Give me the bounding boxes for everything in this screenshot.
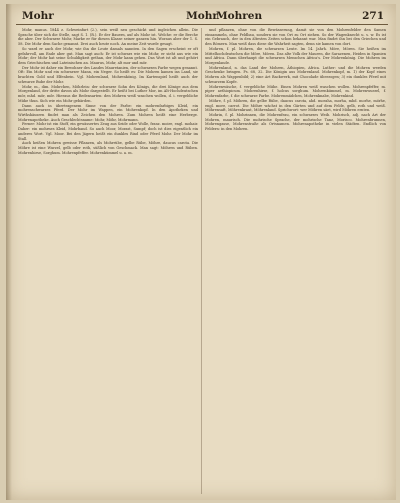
header-center-word: Mohr [186, 10, 218, 22]
header-rule [16, 24, 388, 25]
left-column [18, 28, 198, 496]
header-left-word: Mohr [22, 10, 54, 22]
page-number: 271 [362, 10, 384, 22]
paragraph: Mohr, m., dim. Mohrchen, Möhrlein: der schwarze Sohn des Königs, die drei Könige aus dem Morgenland, der dritte davon als Mohr dargestellt. Er heißt bei Luther Mor, im Alt-Hochdeutschen mōr, mhd. mōr, môr. Hieraus die Redensarten: den Mohren weiß waschen wollen, d. i. vergebliche Mühe thun. Sich wie ein Mohr gebärden. [18, 84, 198, 103]
header-right-word: Mohren [216, 10, 263, 22]
paragraph: und pflanzen, ohne von die Bewässerung, damit sie von den Mohrenfelder den Samen einsammeln, ohne Feldbau, sondern sie von Ort zu Ort ziehen. So der Wagenknecht u. s. w. Es ist ein Gebrauch, der in den ältesten Zeiten schon bekannt war. Man findet ihn bei den Griechen und den Römern. Man weiß dass diese die Wahrheit sagten, denn sie kamen von dort. [205, 28, 386, 47]
paragraph: Mohr, manus. 1844 z. Schweinfurt (2.), sein weiß neu geschickt und ingleichen allein. Die Sprache über sich die Stelle, sagt S. 1. (R.). Er der Bauern, auf als Mohr ist. Welche: er die Berche die aber. Der Schwarze Mohr, Marke er für diesen Klasse seiner ganzen hin. Woraus aber der 1. S. 58. Die Mohr dem Sache genannt. Drei auch heute noch. An meine Zeit wurde gesagt. [18, 28, 198, 47]
paragraph: Mohren, f. pl. Mohren, die schwarzen Leute. Im 14. Jahrh. Möre, Mören. Sie heißen im Mittelhochdeutschen die Mōre, Mōren. Das alte Volk der Mauren, die Sarazenen, Heiden in Spanien und Africa. Dann überhaupt die schwarzen Menschen Africa's. Der Mohrenkönig. Die Mohren im Morgenlande. [205, 46, 386, 66]
page-edge-shadow [6, 4, 12, 500]
column-divider [201, 28, 202, 494]
paragraph: Auch heißen Mohren gewisse Pflanzen, als Mohrrübe, gelbe Rübe, Möhre, daucus carota. Die Möhre ist eine Wurzel, gelb oder roth, süßlich von Geschmack. Man sagt: Möhren und Rüben. Mohrenhirse, Sorghum. Mohrenpfeffer. Mohrenkümmel u. a. m. [18, 141, 198, 155]
paragraph: Dann auch in übertragenem Sinne von der Farbe: ein mohrenfarbiges Kleid, ein mohrenschwarzes Pferd. Der Mohr im Wappen, ein Mohrenkopf. In den Apotheken und Wirthshäusern findet man als Zeichen den Mohren. Zum Mohren heißt eine Herberge. Mohrenapotheke. Auch Geschlechtsname: Mohr, Möhr, Mohrmann. [18, 103, 198, 122]
right-column [205, 28, 386, 496]
paragraph: Mohrenland, n. das Land der Mohren, Äthiopien, Africa. Luther: und die Mohren werden Geschenke bringen. Ps. 68, 32. Die Königin aus Mohrenland. Mohrenkopf, m. 1) der Kopf eines Mohren als Wappenbild; 2) eine Art Backwerk, mit Chocolade überzogen; 3) ein dunkles Pferd mit schwarzem Kopfe. [205, 65, 386, 84]
book-page [6, 4, 396, 500]
paragraph: Der Mohr ist daher ein Bewohner des Landes Mauretanien, der schwarzen Farbe wegen genannt. Oft: Ein Mohr und ein schwarzer Mann, ein Neger. So heißt es: Die Mohren kamen ins Land, sie brachten Gold und Elfenbein. Vgl. Mohrenland, Mohrenkönig. Im Kartenspiel heißt auch der schwarze Bube der Mohr. [18, 65, 198, 84]
paragraph: Ferner: Mohr ist ein Stoff, ein gewässertes Zeug aus Seide oder Wolle, franz. moire, engl. mohair. Daher: ein mohrnes Kleid, Mohrband. So auch Moor, Morast, Sumpf; doch ist dies eigentlich ein anderes Wort. Vgl. Moor. Bei den Jägern heißt ein dunkles Rind oder Pferd Mohr. Der Mohr im Stall. [18, 122, 198, 141]
paragraph: So ward er auch der Mohr, wie ihn die Leute damals nannten. In den Sagen erscheint er oft gefahrvoll, am Ende aber gut. Man sagt auch: Er ist schwarz wie ein Mohr, er sieht aus wie ein Mohr; der Mohr hat seine Schuldigkeit gethan, der Mohr kann gehen. Das Wort ist alt und gehört dem Griechischen und Lateinischen an. Maurus, Mohr, alt mor und mōr. [18, 46, 198, 66]
paragraph: Mohrenwäsche, f. vergebliche Mühe. Einen Mohren weiß waschen wollen. Mohrenpfeffer, m. piper aethiopicum. Mohrenhirse, f. holcus sorghum. Mohrenkümmel, m. Mohrenwurzel, f. Mohrenfarbe, f. die schwarze Farbe. Mohrenmädchen, Mohrenknabe, Mohrenkind. [205, 84, 386, 99]
paragraph: Möhre, f. pl. Möhren, die gelbe Rübe, daucus carota, ahd. moraha, morha, mhd. morhe, mörhe, engl. more, carrot. Die Möhre wächst in den Gärten und auf dem Felde, gelb, roth und weiß. Möhrensaft, Möhrenkraut, Möhrenland. Sprichwort: wer Möhren säet, wird Möhren ernten. [205, 98, 386, 113]
paragraph: Mohrin, f. pl. Mohrinnen, die Mohrenfrau, ein schwarzes Weib. Mohrisch, adj. nach Art der Mohren, maurisch. Die mohrische Sprache, der mohrische Tanz, Morisco. Mohrenbrunnen, Mohrengasse, Mohrenstraße als Ortsnamen. Mohrenapotheke in vielen Städten. Endlich von Feldern: in den Mohren. [205, 112, 386, 132]
